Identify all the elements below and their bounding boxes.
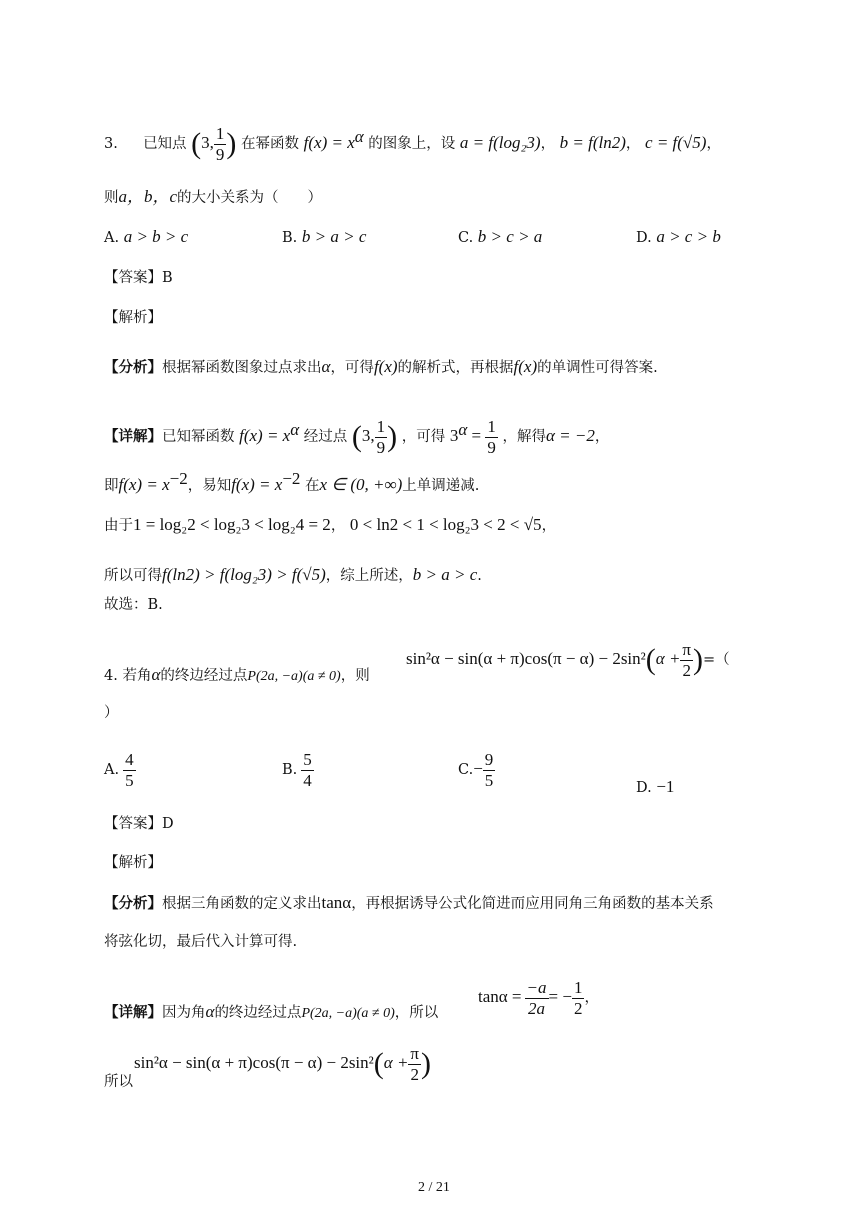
q3-guxuan: 故选：B.: [104, 597, 163, 613]
page-number: 2 / 21: [418, 1180, 450, 1195]
q3-text-mid: 在幂函数: [241, 136, 300, 153]
q3-text-post: 的图象上，设: [368, 136, 456, 153]
q3-jiexi: 【解析】: [104, 310, 162, 326]
q3-fx: f(x) = x: [303, 133, 355, 153]
q4-tan-eq: tanα = $\frac{-a}{2a}$ = − $\frac{1}{2}$ ，: [478, 978, 599, 1018]
q3-point-frac: $\frac{1}{9}$: [215, 124, 225, 164]
q3-answer: 【答案】B: [104, 270, 173, 286]
q3-line-youyu: 由于1 = log₂2 < log₂3 < log₂4 = 2， 0 < ln2 < 1 < log₂3 < 2 < √5，: [104, 515, 557, 534]
q3-vars: a，b，c: [118, 187, 178, 206]
q3-line1: 3. 已知点 (3, $\frac{1}{9}$ ) 在幂函数 $f(x) = x^\alpha$ 的图象上，设 a = f(log₂3)， b = f(ln2)， c = f(√5)，: [104, 124, 721, 164]
q4-suoyi: 所以: [104, 1074, 133, 1090]
q3-c-def: c = f(√5): [645, 133, 707, 153]
q4-jiexi: 【解析】: [104, 855, 162, 871]
q4-close-paren: ）: [104, 705, 119, 721]
q4-expression: sin²α − sin(α + π)cos(π − α) − 2sin²(α + $\frac{\pi}{2}$ )=（: [406, 640, 730, 680]
q4-option-c: C.− $\frac{9}{5}$: [458, 750, 494, 790]
q4-option-b: B. $\frac{5}{4}$: [282, 750, 312, 790]
q3-point-x: 3,: [201, 133, 214, 153]
q4-option-a: A. $\frac{4}{5}$: [104, 750, 134, 790]
q3-b-def: b = f(ln2): [559, 133, 626, 153]
q3-a-def: a = f(log₂3): [459, 133, 541, 153]
q3-number: 3.: [104, 136, 118, 153]
q3-option-c: C. b > c > a: [458, 227, 543, 246]
q3-analysis: 【分析】根据幂函数图象过点求出α，可得f(x)的解析式，再根据f(x)的单调性可得答案.: [104, 357, 658, 376]
q3-text-pre: 已知点: [143, 136, 187, 153]
q3-line-suoyi: 所以可得f(ln2) > f(log₂3) > f(√5)，综上所述，b > a > c.: [104, 565, 482, 584]
q4-detail: 【详解】因为角α的终边经过点P(2a, −a)(a ≠ 0)，所以: [104, 1002, 439, 1021]
q3-option-d: D. a > c > b: [636, 227, 721, 246]
q4-option-d: D. −1: [636, 777, 675, 796]
q3-option-a: A. a > b > c: [104, 227, 189, 246]
q4-final-expression: sin²α − sin(α + π)cos(π − α) − 2sin²(α + $\frac{\pi}{2}$ ): [134, 1044, 432, 1084]
q3-line-ji: 即$f(x) = x^{-2}$，易知$f(x) = x^{-2}$ 在x ∈ (0, +∞)上单调递减.: [104, 469, 480, 494]
q4-analysis-2: 将弦化切，最后代入计算可得.: [104, 934, 298, 950]
q4-answer: 【答案】D: [104, 816, 174, 832]
q3-option-b: B. b > a > c: [282, 227, 367, 246]
q4-analysis: 【分析】根据三角函数的定义求出tanα，再根据诱导公式化简进而应用同角三角函数的基本关系: [104, 893, 714, 912]
q3-detail: 【详解】已知幂函数 $f(x) = x^\alpha$ 经过点 (3, $\frac{1}{9}$ ) ，可得 $3^\alpha$ = $\frac{1}{9}$ ，解得α = −2，: [104, 417, 610, 457]
q4-line1: 4. 若角α的终边经过点P(2a, −a)(a ≠ 0)，则: [104, 665, 370, 684]
q3-line2: 则a，b，c的大小关系为（ ）: [104, 187, 323, 206]
